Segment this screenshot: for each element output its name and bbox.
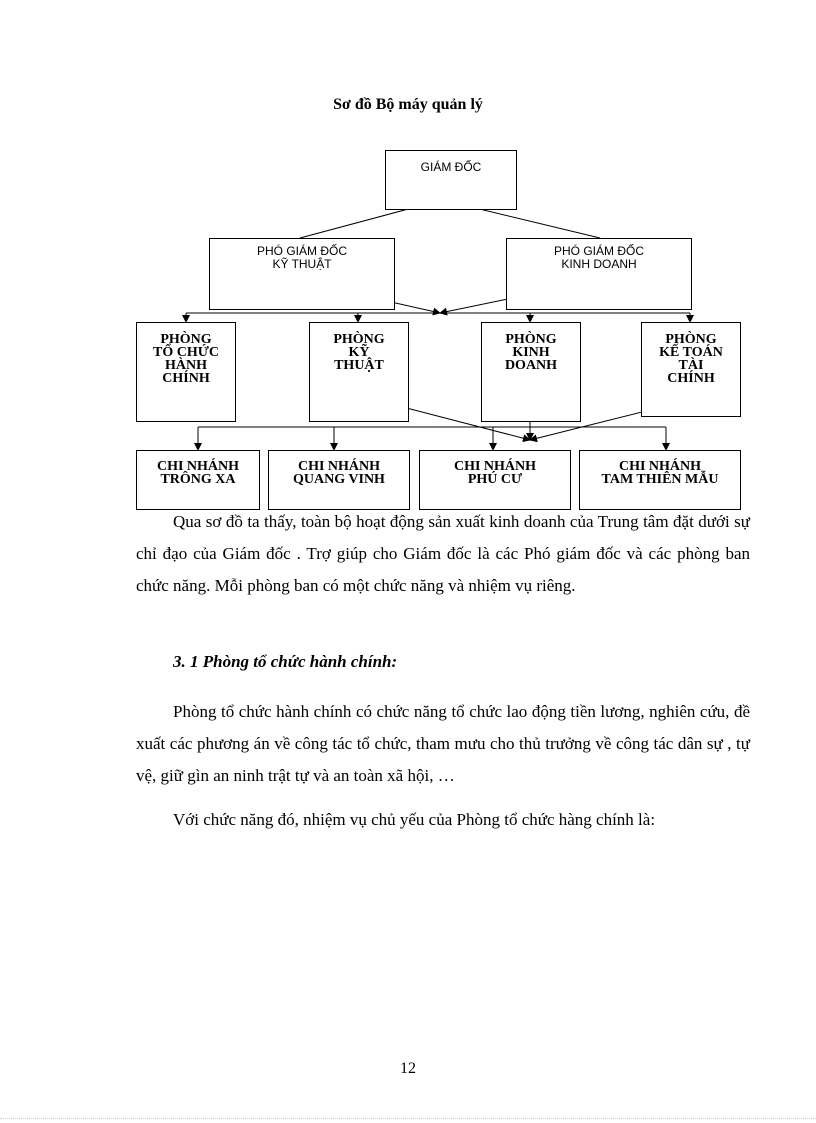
paragraph-duties-intro: Với chức năng đó, nhiệm vụ chủ yếu của Phòng tổ chức hàng chính là:: [173, 810, 656, 829]
page-number: 12: [400, 1060, 416, 1077]
box-dept-technical: PHÒNG KỸ THUẬT: [309, 322, 409, 422]
box-branch-phu-cu: CHI NHÁNH PHÚ CƯ: [419, 450, 571, 510]
page-title: Sơ đồ Bộ máy quản lý: [333, 96, 483, 113]
page-divider: [0, 1118, 816, 1119]
box-deputy-technical: PHÓ GIÁM ĐỐC KỸ THUẬT: [209, 238, 395, 310]
paragraph-function: Phòng tổ chức hành chính có chức năng tổ chức lao động tiền lương, nghiên cứu, đề xuất các phương án về công tác tổ chức, tham mưu cho thủ trưởng về công tác dân sự , tự vệ, giữ gìn an ninh trật tự và an toàn xã hội, …: [136, 702, 750, 785]
box-director: GIÁM ĐỐC: [385, 150, 517, 210]
box-dept-accounting: PHÒNG KẾ TOÁN TÀI CHÍNH: [641, 322, 741, 417]
box-deputy-business: PHÓ GIÁM ĐỐC KINH DOANH: [506, 238, 692, 310]
box-dept-administration: PHÒNG TỔ CHỨC HÀNH CHÍNH: [136, 322, 236, 422]
box-branch-quang-vinh: CHI NHÁNH QUANG VINH: [268, 450, 410, 510]
section-heading: 3. 1 Phòng tổ chức hành chính:: [173, 652, 398, 671]
box-branch-tam-thien-mau: CHI NHÁNH TAM THIÊN MẪU: [579, 450, 741, 510]
box-dept-business: PHÒNG KINH DOANH: [481, 322, 581, 422]
box-branch-trong-xa: CHI NHÁNH TRÔNG XA: [136, 450, 260, 510]
paragraph-overview: Qua sơ đồ ta thấy, toàn bộ hoạt động sản xuất kinh doanh của Trung tâm đặt dưới sự chỉ đạo của Giám đốc . Trợ giúp cho Giám đốc là các Phó giám đốc và các phòng ban chức năng. Mỗi phòng ban có một chức năng và nhiệm vụ riêng.: [136, 512, 750, 595]
